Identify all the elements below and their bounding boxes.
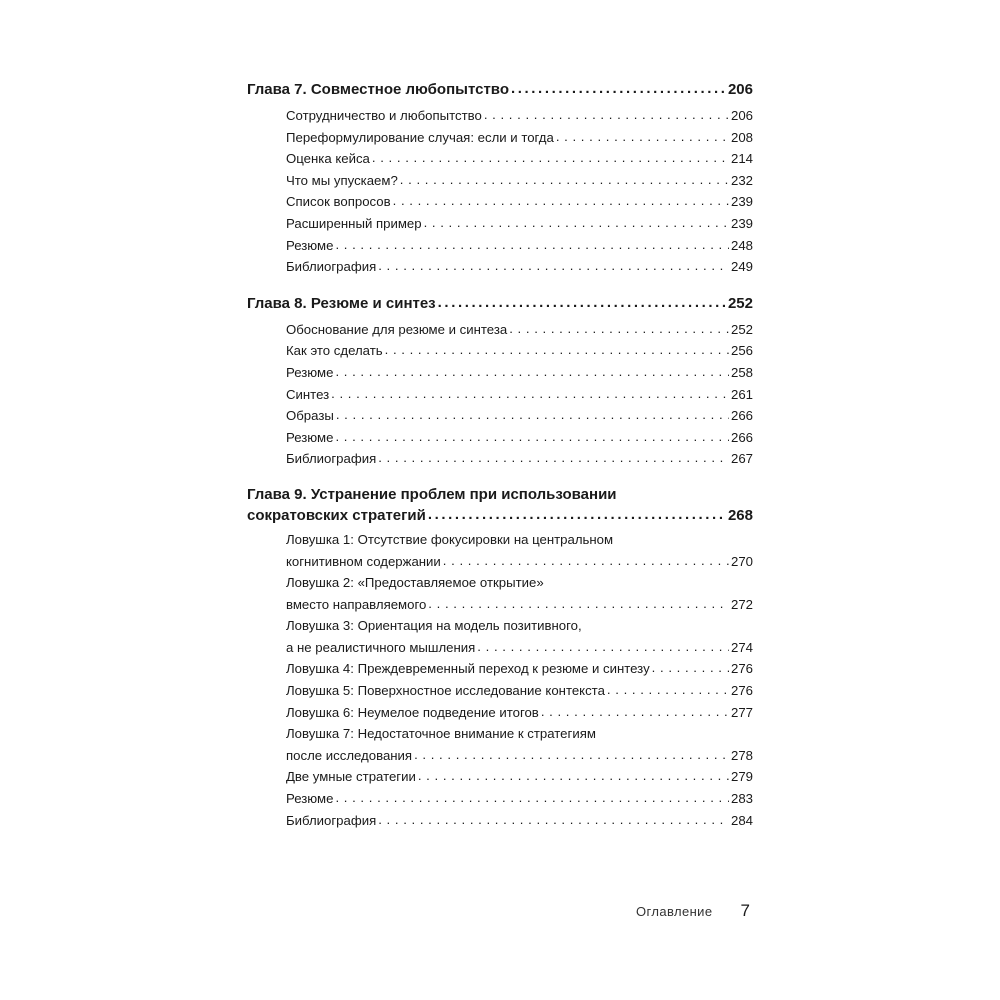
leader-dots bbox=[511, 77, 726, 101]
chapter-page-number: 206 bbox=[727, 81, 753, 98]
toc-entry[interactable] bbox=[286, 810, 753, 832]
leader-dots bbox=[652, 657, 729, 679]
running-footer-title: Оглавление bbox=[636, 904, 713, 919]
entry-page-number: 279 bbox=[730, 769, 753, 785]
leader-dots bbox=[414, 744, 729, 766]
entry-page-number: 214 bbox=[730, 151, 753, 167]
chapter-7 bbox=[247, 78, 753, 278]
entry-title: Переформулирование случая: если и тогда bbox=[286, 129, 554, 145]
entry-title: Резюме bbox=[286, 429, 334, 445]
leader-dots bbox=[335, 234, 729, 256]
entry-title: Две умные стратегии bbox=[286, 769, 416, 785]
chapter-title: Глава 7. Совместное любопытство bbox=[247, 81, 509, 98]
entry-page-number: 266 bbox=[730, 429, 753, 445]
leader-dots bbox=[477, 636, 729, 658]
entry-title-continued: вместо направляемого bbox=[286, 596, 427, 612]
entry-page-number: 248 bbox=[730, 237, 753, 253]
leader-dots bbox=[331, 383, 729, 405]
entry-title: Библиография bbox=[286, 812, 377, 828]
leader-dots bbox=[484, 104, 729, 126]
leader-dots bbox=[336, 404, 729, 426]
chapter-9 bbox=[247, 484, 753, 831]
chapter-8 bbox=[247, 292, 753, 470]
entry-title: Сотрудничество и любопытство bbox=[286, 108, 482, 123]
entry-title: Ловушка 3: Ориентация на модель позитивного, bbox=[286, 618, 582, 634]
chapter-title: Глава 9. Устранение проблем при использовании bbox=[247, 485, 617, 503]
entry-title: Резюме bbox=[286, 237, 334, 253]
leader-dots bbox=[335, 361, 729, 383]
entry-title: Ловушка 7: Недостаточное внимание к стратегиям bbox=[286, 726, 596, 742]
leader-dots bbox=[378, 447, 729, 469]
toc-entry[interactable] bbox=[286, 615, 753, 658]
leader-dots bbox=[541, 701, 729, 723]
entry-title: Ловушка 1: Отсутствие фокусировки на центральном bbox=[286, 531, 614, 547]
entry-page-number: 267 bbox=[730, 451, 753, 467]
entry-page-number: 283 bbox=[730, 791, 753, 807]
entry-page-number: 278 bbox=[730, 747, 753, 763]
leader-dots bbox=[443, 550, 729, 572]
toc-entry[interactable] bbox=[286, 256, 753, 278]
leader-dots bbox=[378, 255, 729, 277]
toc-entry[interactable] bbox=[286, 658, 753, 680]
table-of-contents bbox=[247, 78, 753, 831]
chapter-entries bbox=[286, 105, 753, 278]
toc-entry[interactable] bbox=[286, 362, 753, 384]
entry-title: Расширенный пример bbox=[286, 215, 422, 231]
toc-entry[interactable] bbox=[286, 319, 753, 341]
toc-entry[interactable] bbox=[286, 213, 753, 235]
entry-title: Образы bbox=[286, 408, 334, 424]
chapter-title-continued: сократовских стратегий bbox=[247, 506, 426, 524]
chapter-entries bbox=[286, 319, 753, 470]
toc-entry[interactable] bbox=[286, 340, 753, 362]
entry-title: Синтез bbox=[286, 386, 330, 402]
entry-page-number: 239 bbox=[730, 194, 753, 210]
toc-entry[interactable] bbox=[286, 529, 753, 572]
entry-title: Ловушка 2: «Предоставляемое открытие» bbox=[286, 575, 544, 591]
toc-entry[interactable] bbox=[286, 127, 753, 149]
entry-title: Что мы упускаем? bbox=[286, 172, 398, 188]
leader-dots bbox=[424, 212, 729, 234]
toc-entry[interactable] bbox=[286, 191, 753, 213]
page-footer bbox=[636, 901, 750, 921]
chapter-title: Глава 8. Резюме и синтез bbox=[247, 294, 436, 312]
chapter-entries bbox=[286, 529, 753, 831]
toc-entry[interactable] bbox=[286, 788, 753, 810]
toc-entry[interactable] bbox=[286, 448, 753, 470]
entry-title: Резюме bbox=[286, 791, 334, 807]
entry-page-number: 208 bbox=[730, 129, 753, 145]
leader-dots bbox=[385, 339, 729, 361]
entry-page-number: 206 bbox=[730, 108, 753, 123]
leader-dots bbox=[400, 169, 729, 191]
toc-entry[interactable] bbox=[286, 680, 753, 702]
entry-page-number: 258 bbox=[730, 364, 753, 380]
entry-page-number: 276 bbox=[730, 661, 753, 677]
leader-dots bbox=[556, 126, 729, 148]
chapter-page-number: 252 bbox=[727, 294, 753, 312]
entry-title: Библиография bbox=[286, 259, 377, 275]
entry-title: Ловушка 4: Преждевременный переход к резюме и синтезу bbox=[286, 661, 650, 677]
toc-entry[interactable] bbox=[286, 766, 753, 788]
entry-page-number: 249 bbox=[730, 259, 753, 275]
toc-entry[interactable] bbox=[286, 702, 753, 724]
entry-title: Список вопросов bbox=[286, 194, 391, 210]
leader-dots bbox=[509, 318, 729, 340]
toc-entry[interactable] bbox=[286, 405, 753, 427]
leader-dots bbox=[372, 147, 729, 169]
entry-title: Обоснование для резюме и синтеза bbox=[286, 321, 508, 337]
leader-dots bbox=[607, 679, 729, 701]
leader-dots bbox=[438, 291, 726, 315]
entry-title: Ловушка 6: Неумелое подведение итогов bbox=[286, 704, 539, 720]
chapter-heading[interactable] bbox=[247, 484, 753, 526]
leader-dots bbox=[418, 765, 729, 787]
entry-page-number: 252 bbox=[730, 321, 753, 337]
entry-page-number: 276 bbox=[730, 683, 753, 699]
leader-dots bbox=[428, 504, 726, 525]
chapter-heading[interactable] bbox=[247, 292, 753, 316]
entry-page-number: 232 bbox=[730, 172, 753, 188]
toc-entry[interactable] bbox=[286, 148, 753, 170]
leader-dots bbox=[428, 593, 729, 615]
leader-dots bbox=[393, 190, 729, 212]
entry-page-number: 256 bbox=[730, 343, 753, 359]
toc-entry[interactable] bbox=[286, 384, 753, 406]
toc-entry[interactable] bbox=[286, 723, 753, 766]
toc-entry[interactable] bbox=[286, 572, 753, 615]
entry-title-continued: а не реалистичного мышления bbox=[286, 639, 476, 655]
entry-page-number: 266 bbox=[730, 408, 753, 424]
chapter-page-number: 268 bbox=[727, 506, 753, 524]
toc-entry[interactable] bbox=[286, 105, 753, 127]
entry-page-number: 261 bbox=[730, 386, 753, 402]
leader-dots bbox=[378, 809, 729, 831]
entry-title-continued: когнитивном содержании bbox=[286, 553, 441, 569]
entry-title: Ловушка 5: Поверхностное исследование контекста bbox=[286, 683, 605, 699]
chapter-heading[interactable] bbox=[247, 78, 753, 102]
entry-page-number: 272 bbox=[730, 596, 753, 612]
entry-page-number: 270 bbox=[730, 553, 753, 569]
entry-title: Как это сделать bbox=[286, 343, 383, 359]
entry-title-continued: после исследования bbox=[286, 747, 413, 763]
entry-title: Библиография bbox=[286, 451, 377, 467]
toc-entry[interactable] bbox=[286, 170, 753, 192]
entry-page-number: 277 bbox=[730, 704, 753, 720]
toc-entry[interactable] bbox=[286, 235, 753, 257]
entry-page-number: 239 bbox=[730, 215, 753, 231]
folio-page-number: 7 bbox=[740, 901, 750, 920]
entry-title: Оценка кейса bbox=[286, 151, 370, 167]
entry-page-number: 284 bbox=[730, 812, 753, 828]
leader-dots bbox=[335, 426, 729, 448]
entry-page-number: 274 bbox=[730, 639, 753, 655]
leader-dots bbox=[335, 787, 729, 809]
toc-entry[interactable] bbox=[286, 427, 753, 449]
entry-title: Резюме bbox=[286, 364, 334, 380]
